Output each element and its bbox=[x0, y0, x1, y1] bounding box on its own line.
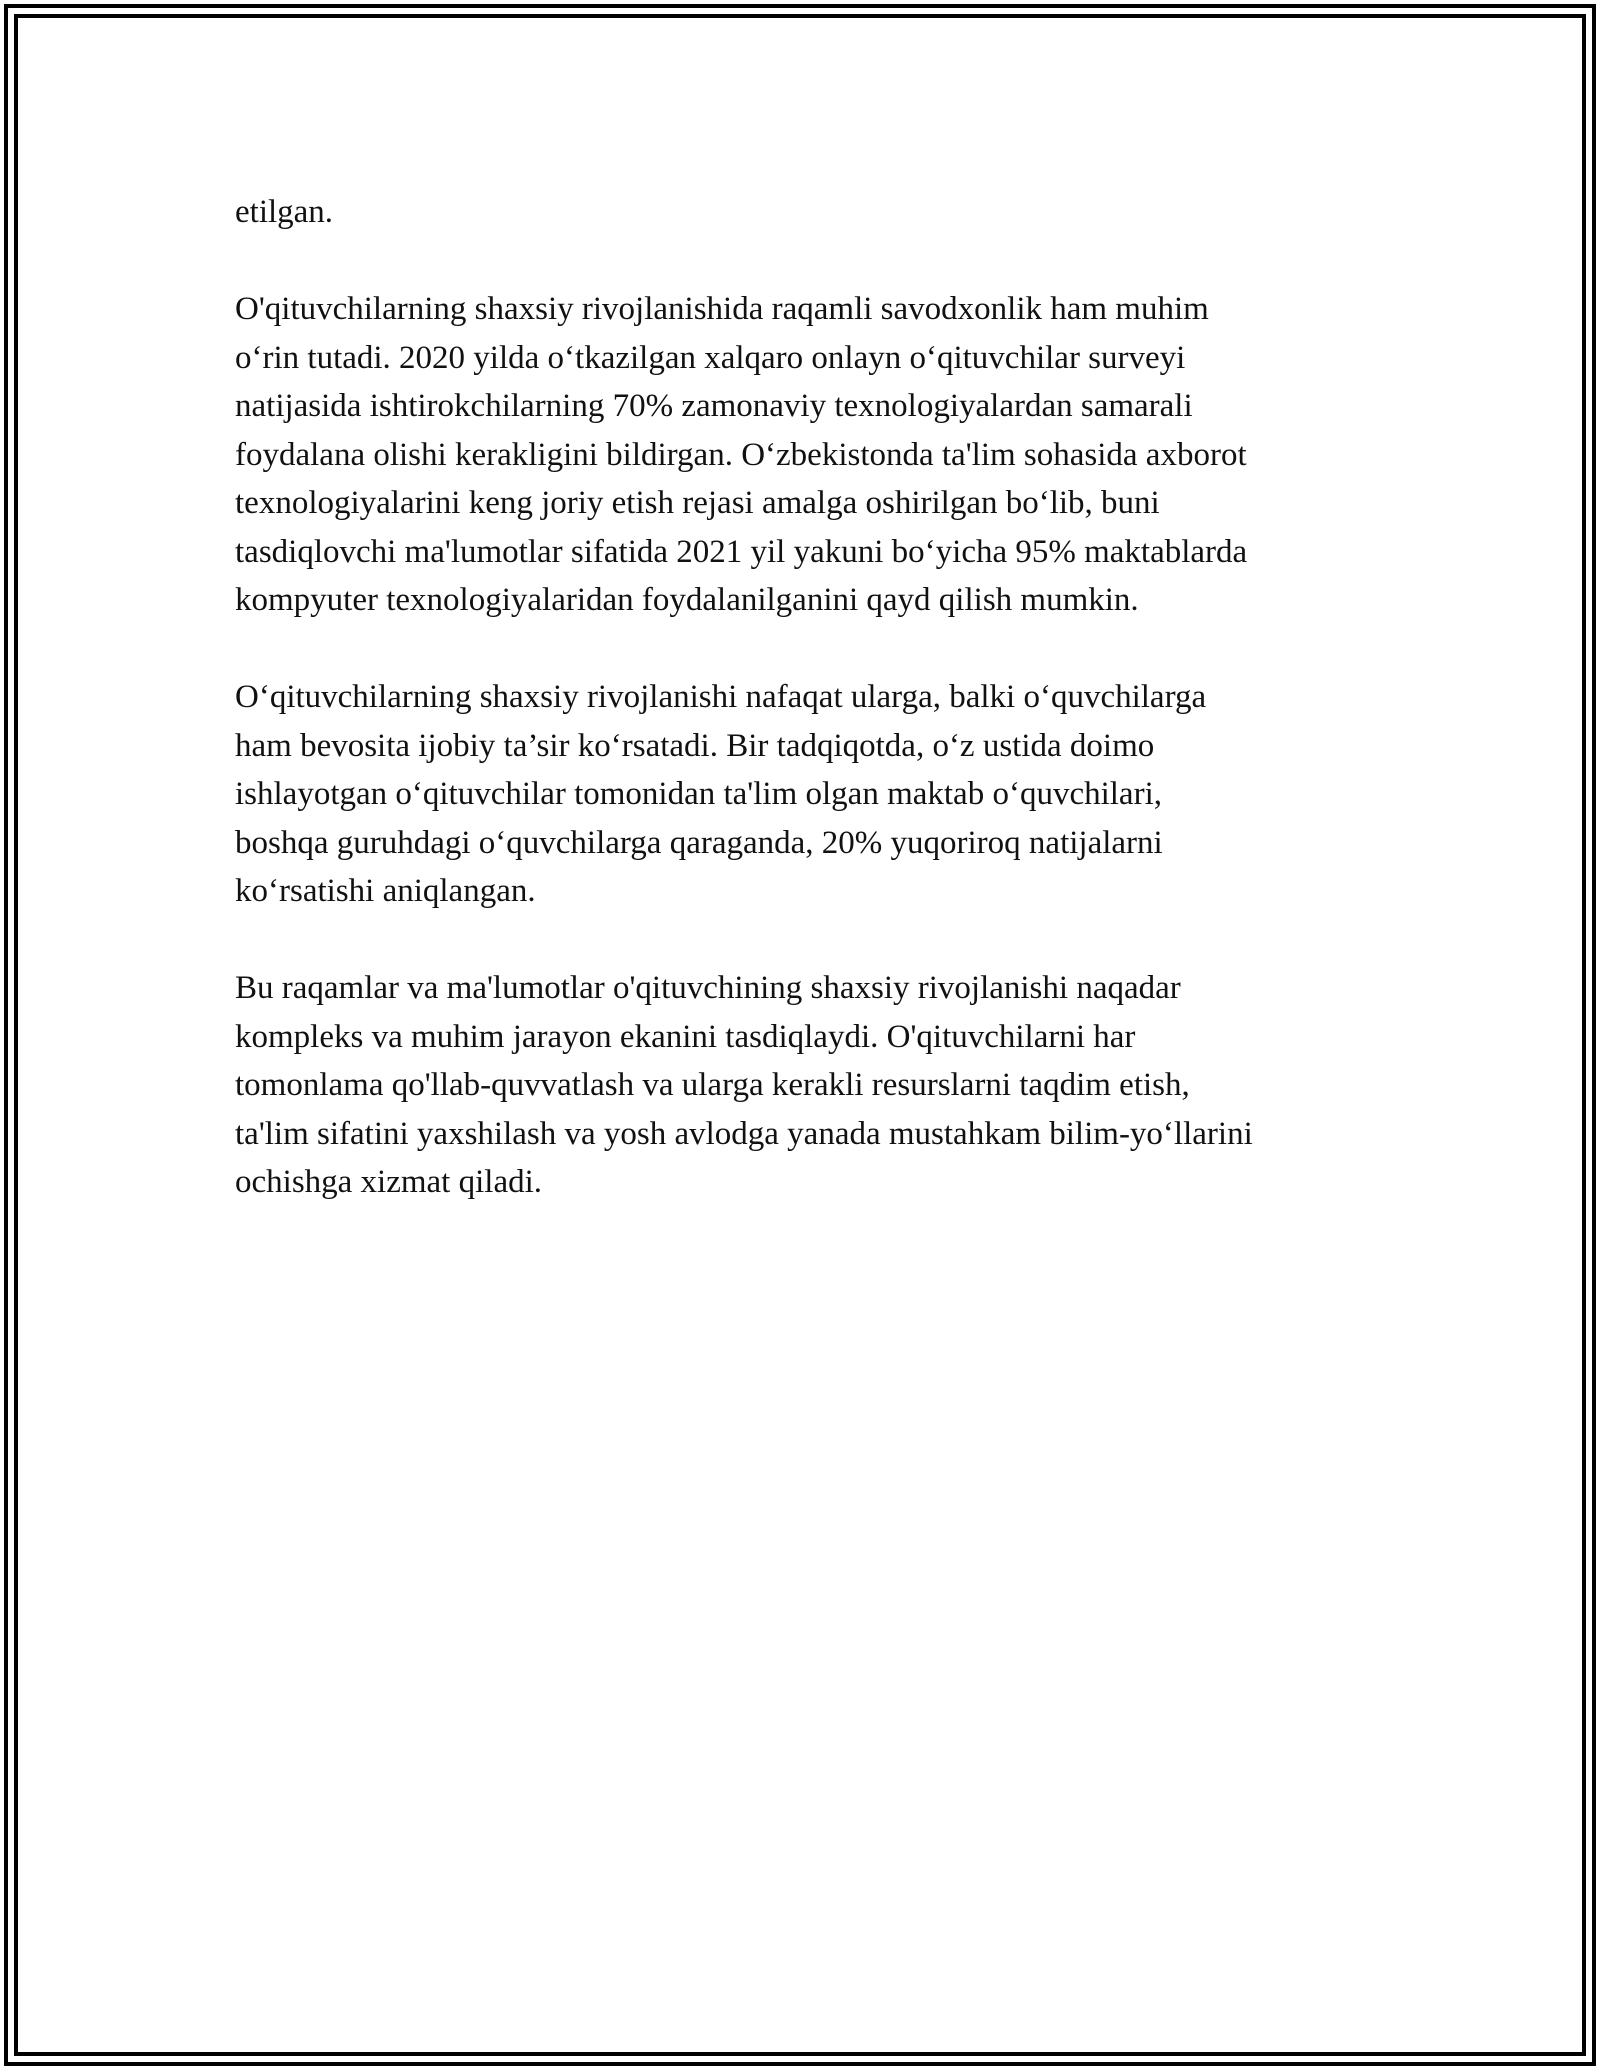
paragraph-student-impact: O‘qituvchilarning shaxsiy rivojlanishi nafaqat ularga, balki o‘quvchilarga ham bevosita ijobiy ta’sir ko‘rsatadi. Bir tadqiqotda, o‘z ustida doimo ishlayotgan o‘qituvchilar tomonidan ta'lim olgan maktab o‘quvchilari, boshqa guruhdagi o‘quvchilarga qaraganda, 20% yuqoriroq natijalarni ko‘rsatishi aniqlangan. bbox=[235, 679, 1207, 909]
paragraph-digital-literacy: O'qituvchilarning shaxsiy rivojlanishida raqamli savodxonlik ham muhim o‘rin tutadi. 2020 yilda o‘tkazilgan xalqaro onlayn o‘qituvchilar surveyi natijasida ishtirokchilarning 70% zamonaviy texnologiyalardan samarali foydalana olishi kerakligini bildirgan. O‘zbekistonda ta'lim sohasida axborot texnologiyalarini keng joriy etish rejasi amalga oshirilgan bo‘lib, buni tasdiqlovchi ma'lumotlar sifatida 2021 yil yakuni bo‘yicha 95% maktablarda kompyuter texnologiyalaridan foydalanilganini qayd qilish mumkin. bbox=[235, 291, 1248, 618]
paragraph-continuation: etilgan. bbox=[235, 194, 334, 230]
document-body bbox=[235, 188, 1385, 1255]
paragraph-conclusion: Bu raqamlar va ma'lumotlar o'qituvchining shaxsiy rivojlanishi naqadar kompleks va muhim jarayon ekanini tasdiqlaydi. O'qituvchilarni har tomonlama qo'llab-quvvatlash va ularga kerakli resurslarni taqdim etish, ta'lim sifatini yaxshilash va yosh avlodga yanada mustahkam bilim-yo‘llarini ochishga xizmat qiladi. bbox=[235, 970, 1253, 1200]
